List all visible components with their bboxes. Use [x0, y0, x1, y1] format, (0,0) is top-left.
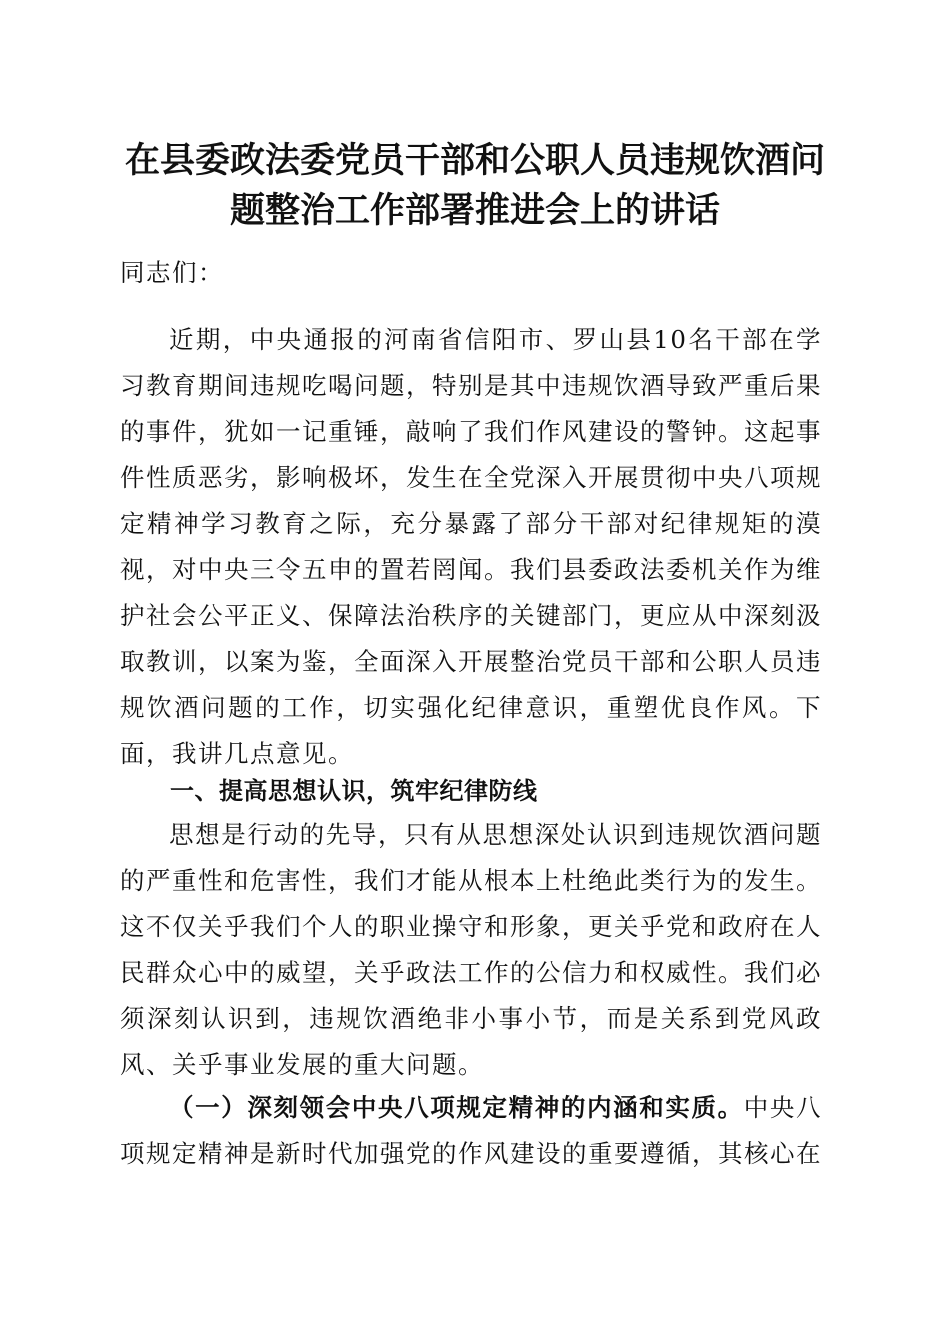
paragraph-section-1: 思想是行动的先导，只有从思想深处认识到违规饮酒问题的严重性和危害性，我们才能从根本上杜绝此类行为的发生。这不仅关乎我们个人的职业操守和形象，更关乎党和政府在人民群众心中的威望，关乎政法工作的公信力和权威性。我们必须深刻认识到，违规饮酒绝非小事小节，而是关系到党风政风、关乎事业发展的重大问题。: [120, 820, 822, 1079]
subsection-1-text: 中央八项规定精神是新时代加强党的作风建设的重要遵循，其核心在: [120, 1093, 822, 1168]
document-title-line-2: 题整治工作部署推进会上的讲话: [229, 190, 720, 231]
paragraph-introduction: 近期，中央通报的河南省信阳市、罗山县10名干部在学习教育期间违规吃喝问题，特别是其中违规饮酒导致严重后果的事件，犹如一记重锤，敲响了我们作风建设的警钟。这起事件性质恶劣，影响极坏，发生在全党深入开展贯彻中央八项规定精神学习教育之际，充分暴露了部分干部对纪律规矩的漠视，对中央三令五申的置若罔闻。我们县委政法委机关作为维护社会公平正义、保障法治秩序的关键部门，更应从中深刻汲取教训，以案为鉴，全面深入开展整治党员干部和公职人员违规饮酒问题的工作，切实强化纪律意识，重塑优良作风。下面，我讲几点意见。: [120, 325, 822, 768]
section-heading-1: 一、提高思想认识，筑牢纪律防线: [170, 777, 538, 805]
salutation: 同志们：: [120, 258, 224, 287]
paragraph-subsection-1: [120, 1085, 822, 1177]
document-title-line-1: 在县委政法委党员干部和公职人员违规饮酒问: [124, 140, 825, 181]
subsection-heading-1: （一）深刻领会中央八项规定精神的内涵和实质。: [169, 1093, 744, 1122]
